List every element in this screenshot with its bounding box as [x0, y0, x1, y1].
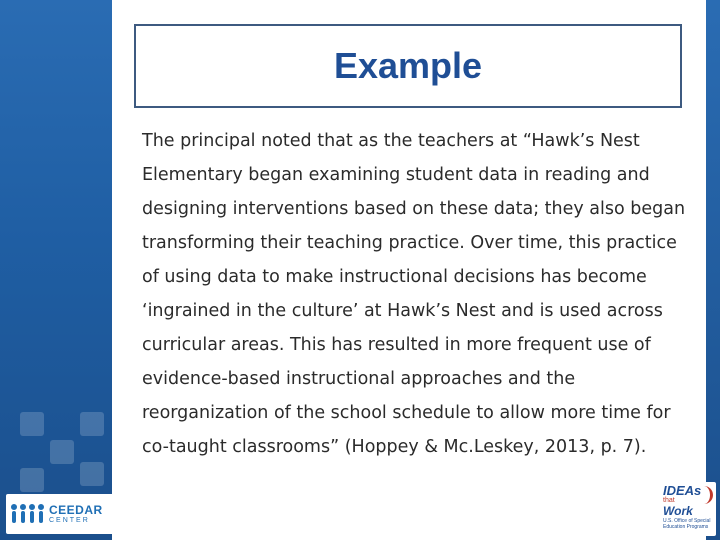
ideas-caption: U.S. Office of Special Education Programs [663, 518, 711, 530]
slide-body-text: The principal noted that as the teachers at “Hawk’s Nest Elementary began examining student data in reading and designing interventions based on these data; they also began transforming their teaching practice. Over time, this practice of using data to make instructional decisions has become ‘ingrained in the culture’ at Hawk’s Nest and is used across curricular areas. This has resulted in more frequent use of evidence-based instructional approaches and the reorganization of the school schedule to allow more time for co-taught classrooms” (Hoppey & Mc.Leskey, 2013, p. 7). [142, 131, 686, 457]
ceedar-wordmark: CEEDAR [49, 503, 103, 517]
title-frame [134, 24, 682, 108]
decorative-tile [20, 468, 44, 492]
ideas-work: Work [663, 504, 693, 518]
ideas-that-work-logo [660, 482, 716, 536]
decorative-tile [80, 412, 104, 436]
ideas-wordmark: IDEAs [663, 483, 702, 498]
ideas-that: that [663, 497, 675, 504]
decorative-tile [50, 440, 74, 464]
decorative-tile [80, 462, 104, 486]
ceedar-subtitle: CENTER [49, 517, 90, 524]
people-figures-icon [10, 504, 45, 524]
slide-title: Example [333, 45, 483, 86]
ceedar-center-logo [6, 494, 116, 534]
decorative-tile [20, 412, 44, 436]
right-background-band [706, 0, 720, 540]
